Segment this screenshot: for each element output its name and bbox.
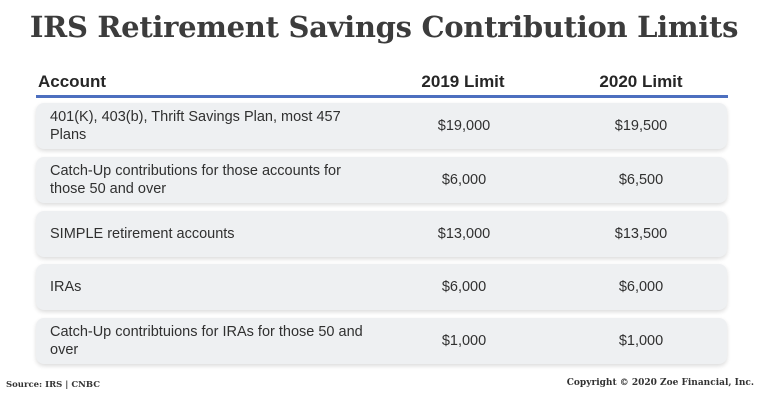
limit-2019-value: $6,000 [441, 279, 487, 295]
account-name: Catch-Up contribtuions for IRAs for those 50 and over [50, 324, 363, 358]
limit-2019-value: $19,000 [437, 118, 491, 134]
table-header [36, 72, 726, 94]
column-header-account: Account [38, 72, 106, 91]
table-row [36, 318, 727, 364]
copyright-note: Copyright © 2020 Zoe Financial, Inc. [566, 378, 754, 388]
limit-2020-value: $19,500 [614, 118, 668, 134]
page-title: IRS Retirement Savings Contribution Limits [29, 10, 739, 44]
header-divider [36, 95, 728, 98]
limit-2019-value: $13,000 [437, 226, 491, 242]
account-name: IRAs [50, 279, 82, 295]
table-row [36, 103, 727, 149]
limit-2020-value: $6,500 [618, 172, 664, 188]
account-name: SIMPLE retirement accounts [50, 226, 235, 242]
account-name: 401(K), 403(b), Thrift Savings Plan, most 457 Plans [50, 109, 341, 143]
table-row [36, 157, 727, 203]
limit-2020-value: $13,500 [614, 226, 668, 242]
limit-2020-value: $1,000 [618, 333, 664, 349]
column-header-2020-limit: 2020 Limit [599, 72, 683, 91]
account-name: Catch-Up contributions for those accounts for those 50 and over [50, 163, 341, 197]
source-note: Source: IRS | CNBC [6, 380, 100, 390]
limit-2019-value: $1,000 [441, 333, 487, 349]
column-header-2019-limit: 2019 Limit [421, 72, 505, 91]
limit-2020-value: $6,000 [618, 279, 664, 295]
limit-2019-value: $6,000 [441, 172, 487, 188]
table-row [36, 211, 727, 257]
table-row [36, 264, 727, 310]
